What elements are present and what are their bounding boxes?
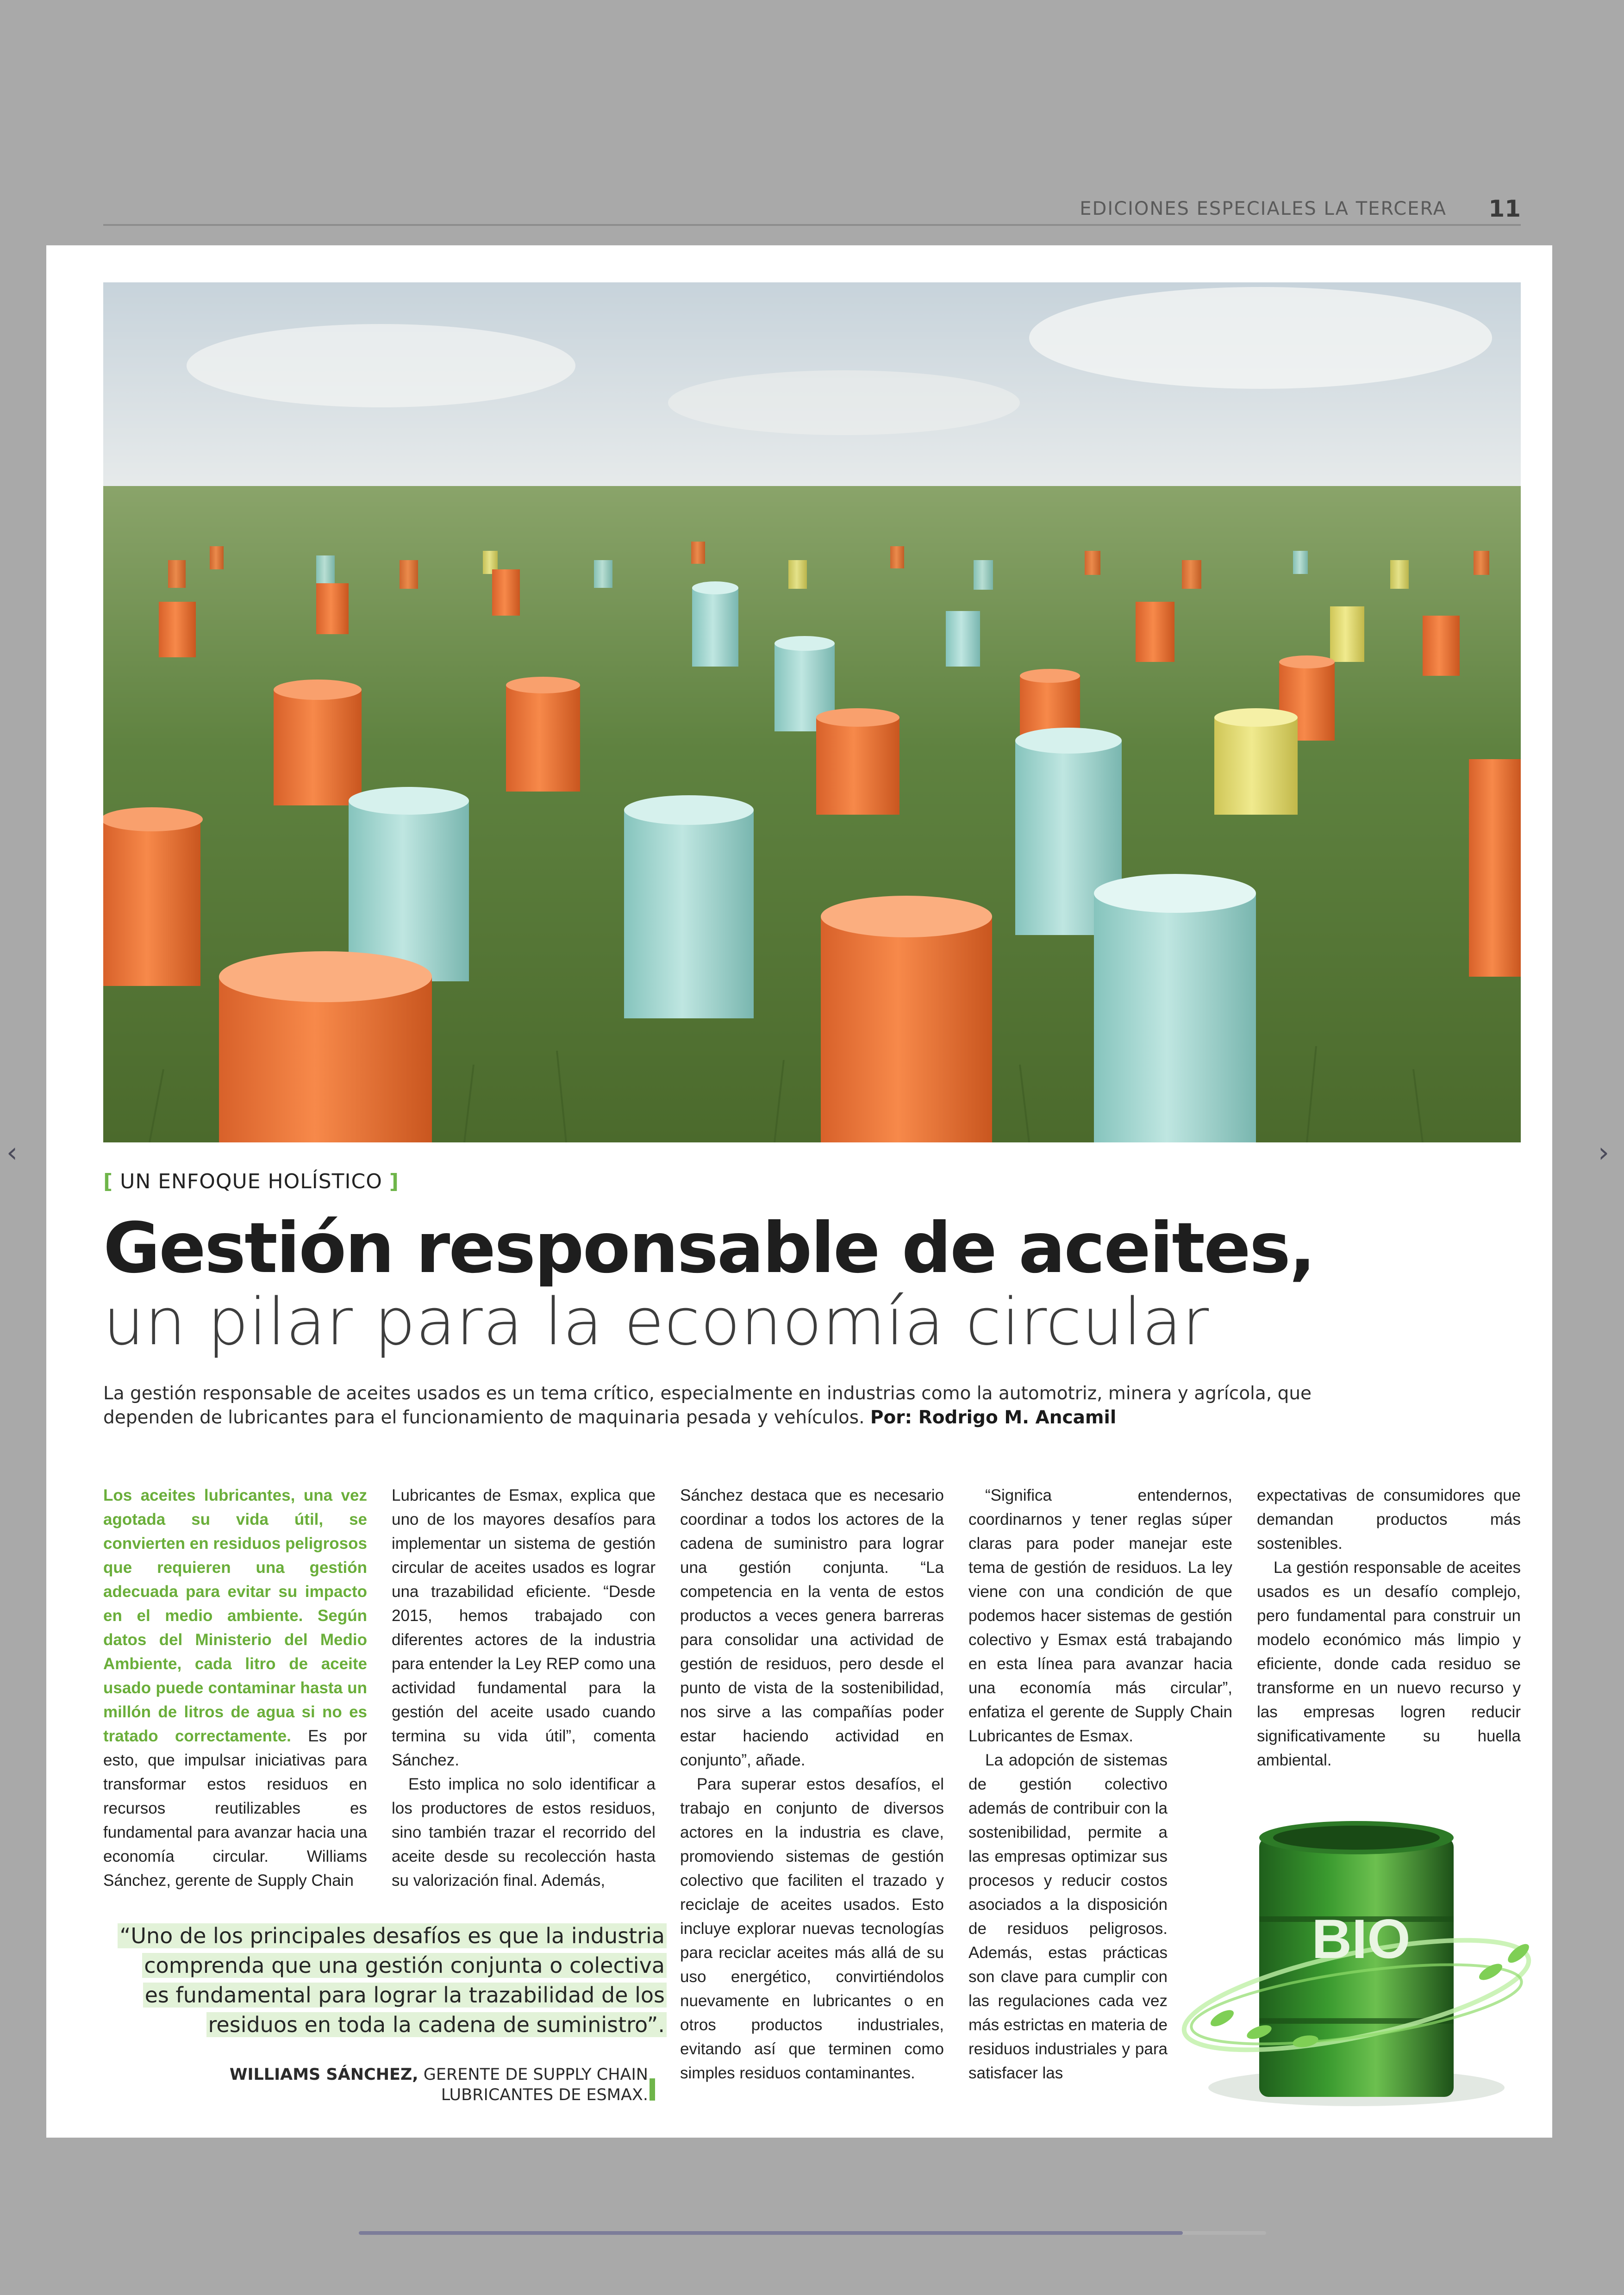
page-scroll-thumb[interactable] [359, 2231, 1183, 2235]
column-4-paragraph-1: “Significa entendernos, coordinarnos y tener reglas súper claras para poder manejar este tema de gestión de residuos. La ley viene con una condición de que podemos hacer sistemas de gestión colectivo y Esmax está trabajando en esta línea para avanzar hacia una economía más circular”, enfatiza el gerente de Supply Chain Lubricantes de Esmax. [968, 1486, 1232, 1745]
column-4-paragraph-2: La adopción de sistemas de gestión colectivo además de contribuir con la sostenibilidad, permite a las empresas optimizar sus procesos y reducir costos asociados a la disposición de residuos peligrosos. Además, estas prácticas son clave para cumplir con las regulaciones cada vez más estrictas en materia de residuos industriales y para satisfacer las [968, 1751, 1168, 2082]
byline: Por: Rodrigo M. Ancamil [870, 1407, 1117, 1428]
pull-quote-text: “Uno de los principales desafíos es que la industria comprenda que una gestión conjunta o colectiva es fundamental para lograr la trazabilidad de los residuos en toda la cadena de suministro”. [118, 1923, 667, 2037]
kicker-bracket-right: ] [389, 1170, 399, 1193]
column-2-paragraph-2: Esto implica no solo identificar a los productores de estos residuos, sino también trazar el recorrido del aceite desde su recolección hasta su valorización final. Además, [392, 1775, 656, 1890]
article-headline: Gestión responsable de aceites, [103, 1208, 1315, 1289]
pull-quote [116, 1921, 667, 2039]
column-2-paragraph-1: Lubricantes de Esmax, explica que uno de los mayores desafíos para implementar un sistema de gestión circular de aceites usados es lograr una trazabilidad eficiente. “Desde 2015, hemos trabajado con diferentes actores de la industria para entender la Ley REP como una actividad fundamental para la gestión del aceite usado cuando termina su vida útil”, comenta Sánchez. [392, 1486, 656, 1769]
previous-page-arrow-icon[interactable]: ‹ [6, 1136, 18, 1169]
kicker-bracket-left: [ [103, 1170, 113, 1193]
running-header [103, 194, 1521, 226]
bio-barrel-illustration [1167, 1801, 1546, 2125]
body-column-2 [392, 1484, 656, 1893]
column-3-paragraph-1: Sánchez destaca que es necesario coordinar a todos los actores de la cadena de suministro para lograr una gestión conjunta. “La competencia en la venta de estos productos a veces genera barreras para consolidar una actividad de gestión de residuos, pero desde el punto de vista de la sostenibilidad, nos sirve a las compañías poder estar haciendo actividad en conjunto”, añade. [680, 1486, 944, 1769]
magazine-page [46, 245, 1552, 2138]
column-5-paragraph-1: expectativas de consumidores que demandan productos más sostenibles. [1257, 1486, 1521, 1553]
quote-role: GERENTE DE SUPPLY CHAIN LUBRICANTES DE ESMAX. [423, 2065, 648, 2104]
body-column-5 [1257, 1484, 1521, 1772]
lead-text: La gestión responsable de aceites usados es un tema crítico, especialmente en industrias como la automotriz, minera y agrícola, que dependen de lubricantes para el funcionamiento de maquinaria pesada y vehículos. [103, 1383, 1312, 1428]
hero-photo-barrels-field [103, 282, 1521, 1142]
article-kicker [103, 1170, 399, 1193]
section-title: EDICIONES ESPECIALES LA TERCERA [1080, 198, 1447, 219]
quote-accent-bar [650, 2078, 655, 2101]
body-column-3 [680, 1484, 944, 2085]
body-column-1 [103, 1484, 367, 1893]
article-lead [103, 1382, 1353, 1430]
page-scroll-track[interactable] [359, 2231, 1266, 2235]
column-3-paragraph-2: Para superar estos desafíos, el trabajo en conjunto de diversos actores en la industria es clave, promoviendo sistemas de gestión colectivo que faciliten el trazado y reciclaje de aceites usados. Esto incluye explorar nuevas tecnologías para reciclar aceites más allá de su uso energético, convirtiéndolos nuevamente en lubricantes o en otros productos industriales, evitando así que terminen como simples residuos contaminantes. [680, 1775, 944, 2082]
page-number: 11 [1488, 195, 1521, 222]
intro-highlight: Los aceites lubricantes, una vez agotada su vida útil, se convierten en residuos peligrosos que requieren una gestión adecuada para evitar su impacto en el medio ambiente. Según datos del Ministerio del Medio Ambiente, cada litro de aceite usado puede contaminar hasta un millón de litros de agua si no es tratado correctamente. [103, 1486, 367, 1745]
column-5-paragraph-2: La gestión responsable de aceites usados es un desafío complejo, pero fundamental para construir un modelo económico más limpio y eficiente, donde cada residuo se transforme en un nuevo recurso y las empresas logren reducir significativamente su huella ambiental. [1257, 1559, 1521, 1769]
column-1-text: Es por esto, que impulsar iniciativas para transformar estos residuos en recursos reutilizables es fundamental para avanzar hacia una economía circular. Williams Sánchez, gerente de Supply Chain [103, 1727, 367, 1890]
next-page-arrow-icon[interactable]: › [1598, 1136, 1609, 1169]
quote-author: WILLIAMS SÁNCHEZ, [229, 2065, 418, 2084]
barrels-illustration [103, 282, 1521, 1142]
kicker-text: UN ENFOQUE HOLÍSTICO [120, 1170, 382, 1193]
bio-label: BIO [1312, 1908, 1411, 1970]
pull-quote-attribution [185, 2064, 648, 2105]
article-subheadline: un pilar para la economía circular [103, 1285, 1210, 1360]
